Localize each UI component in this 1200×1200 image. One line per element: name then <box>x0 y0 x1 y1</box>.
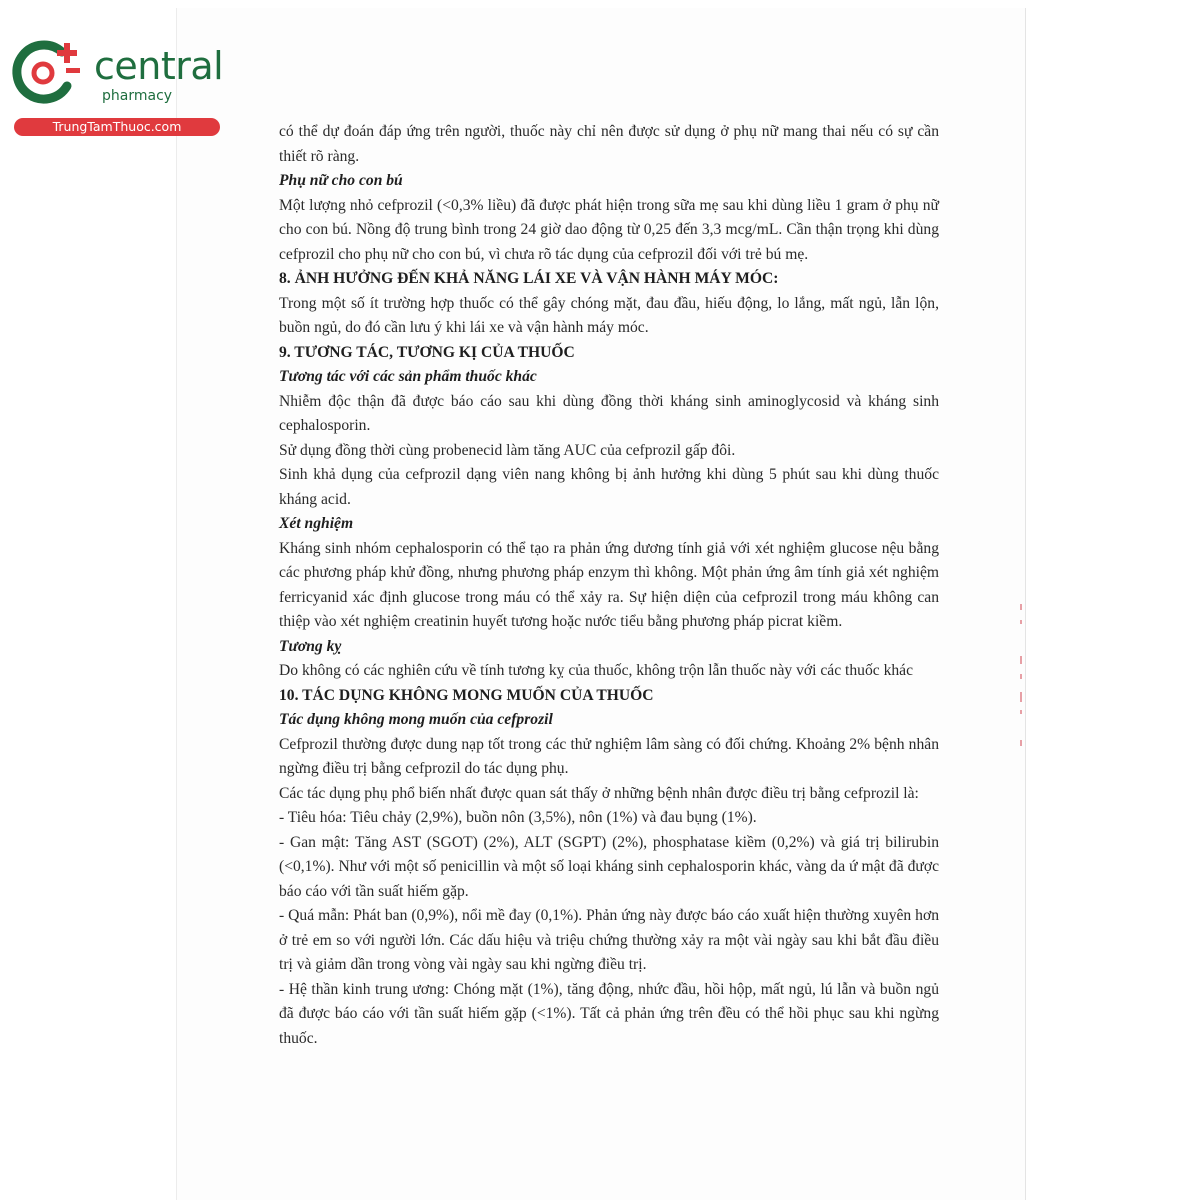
body-paragraph: Cefprozil thường được dung nạp tốt trong các thử nghiệm lâm sàng có đối chứng. Khoảng 2% bệnh nhân ngừng điều trị bằng cefprozil do tác dụng phụ. <box>279 735 939 777</box>
body-paragraph: có thể dự đoán đáp ứng trên người, thuốc này chỉ nên được sử dụng ở phụ nữ mang thai nếu có sự cần thiết rõ ràng. <box>279 123 939 165</box>
body-paragraph: Sinh khả dụng của cefprozil dạng viên nang không bị ảnh hưởng khi dùng 5 phút sau khi dùng thuốc kháng acid. <box>279 466 939 508</box>
body-paragraph: - Gan mật: Tăng AST (SGOT) (2%), ALT (SGPT) (2%), phosphatase kiềm (0,2%) và giá trị bilirubin (<0,1%). Như với một số penicillin và một số loại kháng sinh cephalosporin khác, vàng da ứ mật đã được báo cáo với tần suất hiếm gặp. <box>279 833 939 900</box>
body-paragraph: Các tác dụng phụ phổ biến nhất được quan sát thấy ở những bệnh nhân được điều trị bằng cefprozil là: <box>279 784 919 802</box>
body-paragraph: Do không có các nghiên cứu về tính tương kỵ của thuốc, không trộn lẫn thuốc này với các thuốc khác <box>279 662 914 679</box>
pharmacy-logo[interactable] <box>10 38 224 138</box>
logo-website-badge[interactable]: TrungTamThuoc.com <box>14 118 220 136</box>
document-content <box>279 120 939 1051</box>
body-paragraph: Kháng sinh nhóm cephalosporin có thể tạo ra phản ứng dương tính giả với xét nghiệm glucose nệu bằng các phương pháp khử đồng, nhưng phương pháp enzym thì không. Một phản ứng âm tính giả xét nghiệm ferricyanid xác định glucose trong máu có thể xảy ra. Sự hiện diện của cefprozil trong máu không can thiệp vào xét nghiệm creatinin huyết tương hoặc nước tiểu bằng phương pháp picrat kiềm. <box>279 539 939 630</box>
section-heading: 10. TÁC DỤNG KHÔNG MONG MUỐN CỦA THUỐC <box>279 686 654 704</box>
subsection-heading: Tương tác với các sản phẩm thuốc khác <box>279 368 537 385</box>
subsection-heading: Phụ nữ cho con bú <box>279 172 403 189</box>
body-paragraph: Nhiễm độc thận đã được báo cáo sau khi dùng đồng thời kháng sinh aminoglycosid và kháng sinh cephalosporin. <box>279 392 939 434</box>
subsection-heading: Tác dụng không mong muốn của cefprozil <box>279 711 553 728</box>
body-paragraph: - Hệ thần kinh trung ương: Chóng mặt (1%), tăng động, nhức đầu, hồi hộp, mất ngủ, lú lẫn và buồn ngủ đã được báo cáo với tần suất hiếm gặp (<1%). Tất cả phản ứng trên đều có thể hồi phục sau khi ngừng thuốc. <box>279 980 939 1047</box>
pharmacy-cross-logo-icon <box>10 38 84 108</box>
body-paragraph: Trong một số ít trường hợp thuốc có thể gây chóng mặt, đau đầu, hiếu động, lo lắng, mất ngủ, lẫn lộn, buồn ngủ, do đó cần lưu ý khi lái xe và vận hành máy móc. <box>279 294 939 336</box>
body-paragraph: Sử dụng đồng thời cùng probenecid làm tăng AUC của cefprozil gấp đôi. <box>279 441 736 459</box>
subsection-heading: Xét nghiệm <box>279 515 354 532</box>
section-heading: 9. TƯƠNG TÁC, TƯƠNG KỊ CỦA THUỐC <box>279 343 575 361</box>
logo-brand-text: central <box>94 44 224 88</box>
body-paragraph: - Tiêu hóa: Tiêu chảy (2,9%), buồn nôn (3,5%), nôn (1%) và đau bụng (1%). <box>279 809 757 826</box>
page-edge-marks <box>1016 600 1028 760</box>
body-paragraph: - Quá mẫn: Phát ban (0,9%), nổi mề đay (0,1%). Phản ứng này được báo cáo xuất hiện thường xuyên hơn ở trẻ em so với người lớn. Các dấu hiệu và triệu chứng thường xảy ra một vài ngày sau khi bắt đầu điều trị và giảm dần trong vòng vài ngày sau khi ngừng điều trị. <box>279 907 939 973</box>
section-heading: 8. ẢNH HƯỞNG ĐẾN KHẢ NĂNG LÁI XE VÀ VẬN HÀNH MÁY MÓC: <box>279 270 779 287</box>
body-paragraph: Một lượng nhỏ cefprozil (<0,3% liều) đã được phát hiện trong sữa mẹ sau khi dùng liều 1 gram ở phụ nữ cho con bú. Nồng độ trung bình trong 24 giờ dao động từ 0,25 đến 3,3 mcg/mL. Cần thận trọng khi dùng cefprozil cho phụ nữ cho con bú, vì chưa rõ tác dụng của cefprozil đối với trẻ bú mẹ. <box>279 196 939 263</box>
subsection-heading: Tương kỵ <box>279 637 342 655</box>
logo-subtitle-text: pharmacy <box>102 88 173 104</box>
